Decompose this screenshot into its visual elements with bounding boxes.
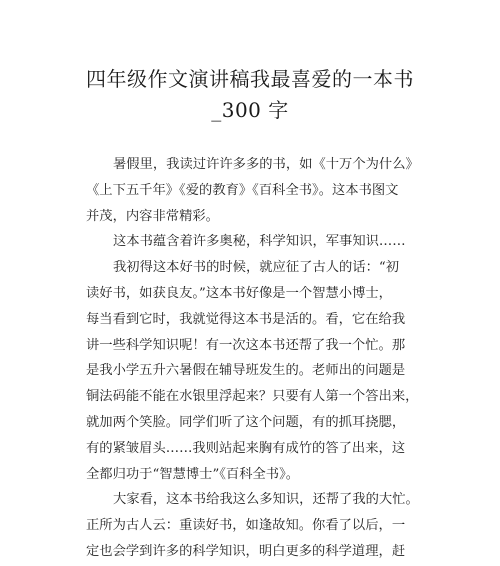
body-line: 每当看到它时，我就觉得这本书是活的。看，它在给我 [86,311,406,327]
body-line: 这本书蕴含着许多奥秘，科学知识，军事知识…… [113,234,406,250]
body-line: 我初得这本好书的时候，就应征了古人的话：“初 [113,260,400,276]
body-line: 有的紧皱眉头……我则站起来胸有成竹的答了出来，这 [86,440,406,456]
document-title-line-2: _300 字 [211,98,289,122]
body-line: 并茂，内容非常精彩。 [86,208,219,224]
body-line: 定也会学到许多的科学知识，明白更多的科学道理，赶 [86,543,406,559]
body-line: 《上下五千年》《爱的教育》《百科全书》。这本书图文 [86,182,399,198]
body-line: 就加两个笑脸。同学们听了这个问题，有的抓耳挠腮， [86,414,406,430]
body-line: 暑假里，我读过许许多多的书，如《十万个为什么》 [113,157,419,172]
document-title-line-1: 四年级作文演讲稿我最喜爱的一本书 [86,67,414,91]
body-line: 是我小学五升六暑假在辅导班发生的。老师出的问题是 [86,363,406,379]
body-line: 全都归功于“智慧博士”《百科全书》。 [86,466,300,482]
body-line: 讲一些科学知识呢！有一次这本书还帮了我一个忙。那 [86,337,406,353]
body-line: 铜法码能不能在水银里浮起来？只要有人第一个答出来， [86,389,419,405]
body-line: 大家看，这本书给我这么多知识，还帮了我的大忙。 [113,492,419,508]
document-body [86,152,426,565]
body-line: 正所为古人云：重读好书，如逢故知。你看了以后，一 [86,518,406,534]
body-line: 读好书，如获良友。”这本书好像是一个智慧小博士， [86,285,392,301]
